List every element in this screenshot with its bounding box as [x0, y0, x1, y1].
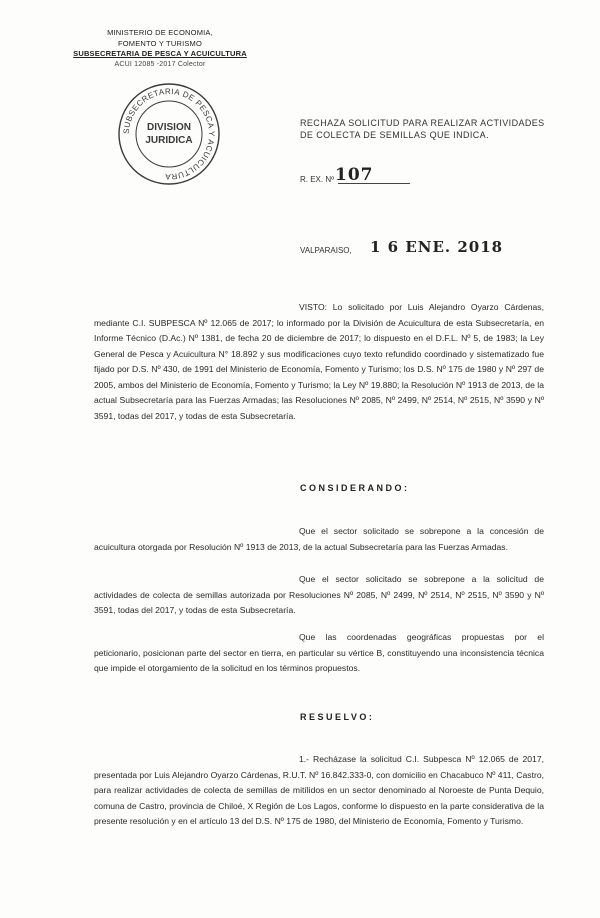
date-place: VALPARAISO, — [300, 246, 352, 255]
considerando-item-2 — [94, 572, 544, 619]
considerando-text-2: Que el sector solicitado se sobrepone a la solicitud de actividades de colecta de semillas autorizada por Resoluciones Nº 2085, Nº 2499, Nº 2514, Nº 2515, Nº 3590 y Nº 3591, todas del 2017, y todas de esta Subsecretaría. — [94, 574, 544, 615]
ministry-line-2: FOMENTO Y TURISMO — [117, 38, 203, 48]
considerando-item-3 — [94, 630, 544, 677]
stamp-line-1: DIVISION — [147, 122, 191, 133]
resolution-label: R. EX. Nº — [300, 175, 335, 184]
resolution-subject: RECHAZA SOLICITUD PARA REALIZAR ACTIVIDADES DE COLECTA DE SEMILLAS QUE INDICA. — [300, 118, 545, 140]
undersecretariat-line: SUBSECRETARIA DE PESCA Y ACUICULTURA — [73, 49, 247, 58]
division-juridica-stamp — [113, 78, 225, 190]
letterhead — [60, 28, 260, 70]
file-reference: ACUI 12085 -2017 Colector — [114, 60, 206, 68]
stamp-ring-text: SUBSECRETARIA DE PESCA Y ACUICULTURA — [121, 86, 217, 182]
visto-text: VISTO: Lo solicitado por Luis Alejandro Oyarzo Cárdenas, mediante C.I. SUBPESCA Nº 12.065 de 2017; lo informado por la División de Acuicultura de esta Subsecretaría, en Informe Técnico (D.Ac.) Nº 1381, de fecha 20 de diciembre de 2017; lo dispuesto en el D.F.L. Nº 5, de 1983; la Ley General de Pesca y Acuicultura N° 18.892 y sus modificaciones cuyo texto refundido coordinado y sistematizado fue fijado por D.S. Nº 430, de 1991 del Ministerio de Economía, Fomento y Turismo; los D.S. Nº 175 de 1980 y Nº 297 de 2005, ambos del Ministerio de Economía, Fomento y Turismo; la Ley Nº 19.880; la Resolución Nº 1913 de 2013, de la actual Subsecretaría para las Fuerzas Armadas; las Resoluciones Nº 2085, Nº 2499, Nº 2514, Nº 2515, Nº 3590 y Nº 3591, todas del 2017, y todas de esta Subsecretaría. — [94, 302, 544, 421]
date-row — [300, 238, 504, 256]
considerando-item-1 — [94, 524, 544, 555]
resuelvo-item-1 — [94, 752, 544, 830]
stamp-line-2: JURIDICA — [145, 135, 193, 146]
resuelvo-text-1: 1.- Recházase la solicitud C.I. Subpesca Nº 12.065 de 2017, presentada por Luis Alejandro Oyarzo Cárdenas, R.U.T. Nº 16.842.333-0, con domicilio en Chacabuco Nº 411, Castro, para realizar actividades de colecta de semillas de mitílidos en un sector denominado al Noroeste de Punta Dequio, comuna de Castro, provincia de Chiloé, X Región de Los Lagos, conforme lo dispuesto en la parte considerativa de la presente resolución y en el artículo 13 del D.S. Nº 175 de 1980, del Ministerio de Economía, Fomento y Turismo. — [94, 754, 544, 826]
considerando-heading: CONSIDERANDO: — [300, 483, 410, 493]
considerando-text-3: Que las coordenadas geográficas propuestas por el peticionario, posicionan parte del sector en tierra, en particular su vértice B, constituyendo una inconsistencia técnica que impide el otorgamiento de la solicitud en los términos propuestos. — [94, 632, 544, 673]
resuelvo-heading: RESUELVO: — [300, 712, 375, 722]
resolution-number-row — [300, 165, 410, 185]
date-stamp: 1 6 ENE. 2018 — [370, 238, 504, 256]
ministry-line: MINISTERIO DE ECONOMIA, — [107, 28, 213, 37]
visto-paragraph — [94, 300, 544, 424]
resolution-number: 107 — [335, 165, 374, 185]
considerando-text-1: Que el sector solicitado se sobrepone a la concesión de acuicultura otorgada por Resolución Nº 1913 de 2013, de la actual Subsecretaría para las Fuerzas Armadas. — [94, 526, 544, 552]
